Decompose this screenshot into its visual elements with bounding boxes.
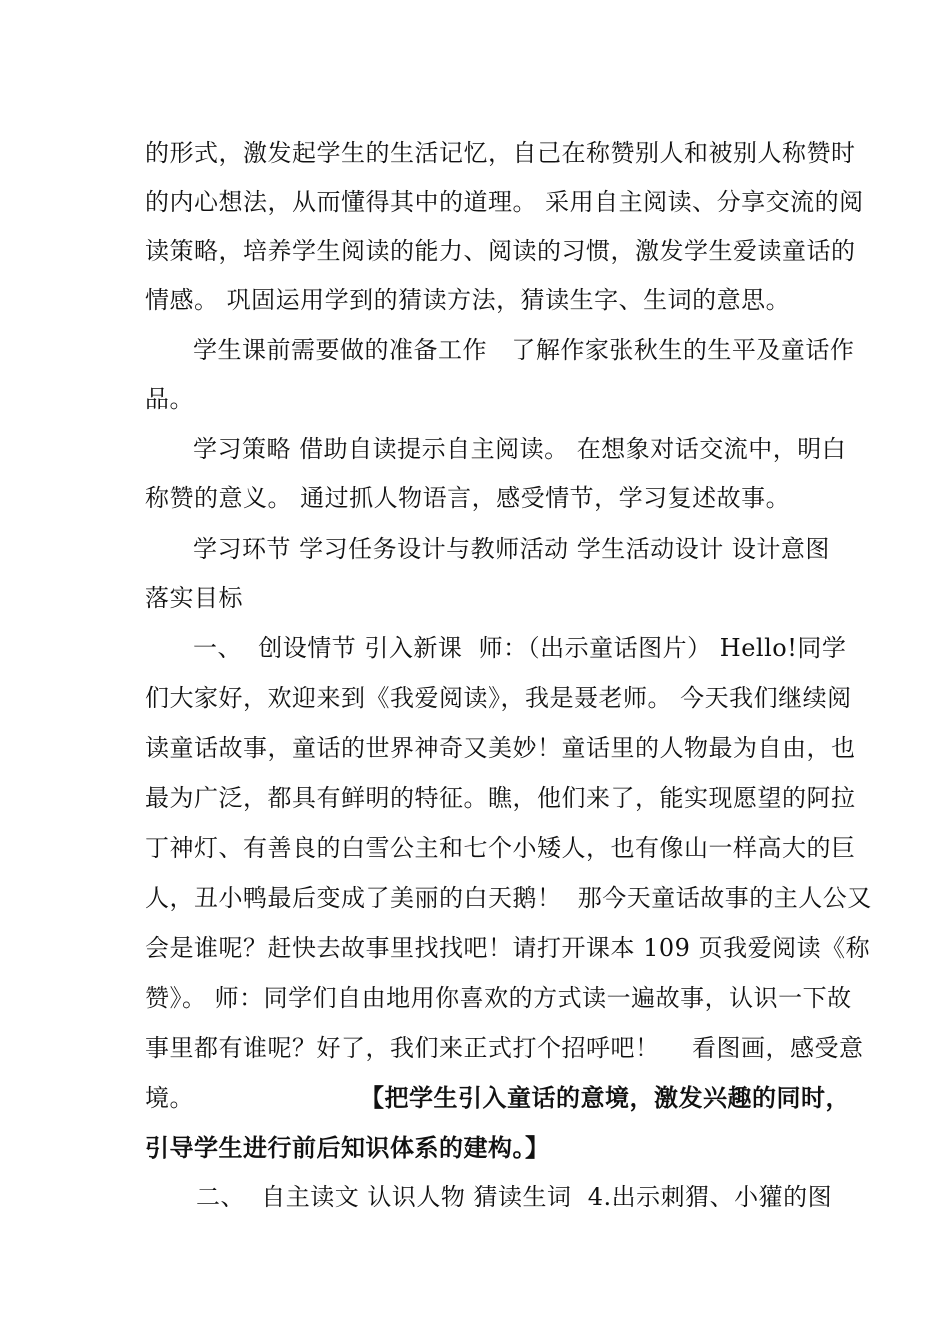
text-line: 的内心想法，从而懂得其中的道理。 采用自主阅读、分享交流的阅 (145, 188, 864, 216)
text-line: 最为广泛，都具有鲜明的特征。瞧，他们来了，能实现愿望的阿拉 (145, 784, 856, 812)
text-line: 学生课前需要做的准备工作 了解作家张秋生的生平及童话作 (193, 336, 855, 364)
text-line: 落实目标 (145, 584, 243, 612)
text-line: 赞》。 师：同学们自由地用你喜欢的方式读一遍故事，认识一下故 (145, 984, 852, 1012)
text-line: 品。 (145, 385, 194, 413)
text-line: 事里都有谁呢？好了，我们来正式打个招呼吧！ 看图画，感受意 (145, 1034, 864, 1062)
design-intent-note: 引导学生进行前后知识体系的建构。】 (145, 1133, 550, 1162)
text-line: 一、 创设情节 引入新课 师：（出示童话图片） Hello!同学 (193, 634, 847, 662)
text-line: 情感。 巩固运用学到的猜读方法，猜读生字、生词的意思。 (145, 286, 791, 314)
text-line: 会是谁呢？赶快去故事里找找吧！请打开课本 109 页我爱阅读《称 (145, 934, 871, 962)
text-line: 称赞的意义。 通过抓人物语言，感受情节，学习复述故事。 (145, 484, 791, 512)
text-line: 读策略，培养学生阅读的能力、阅读的习惯，激发学生爱读童话的 (145, 237, 856, 265)
text-line: 境。 (145, 1084, 194, 1112)
text-line: 丁神灯、有善良的白雪公主和七个小矮人，也有像山一样高大的巨 (145, 834, 856, 862)
text-line: 学习策略 借助自读提示自主阅读。 在想象对话交流中，明白 (193, 435, 847, 463)
text-line: 们大家好，欢迎来到《我爱阅读》，我是聂老师。 今天我们继续阅 (145, 684, 852, 712)
text-line: 的形式，激发起学生的生活记忆，自己在称赞别人和被别人称赞时 (145, 139, 856, 167)
text-line: 人，丑小鸭最后变成了美丽的白天鹅！ 那今天童话故事的主人公又 (145, 884, 872, 912)
section-heading: 二、 自主读文 认识人物 猜读生词 4.出示刺猬、小獾的图 (196, 1183, 833, 1211)
text-line: 学习环节 学习任务设计与教师活动 学生活动设计 设计意图 (193, 535, 830, 563)
text-line: 读童话故事，童话的世界神奇又美妙！童话里的人物最为自由，也 (145, 734, 856, 762)
design-intent-note: 【把学生引入童话的意境，激发兴趣的同时， (360, 1083, 850, 1112)
